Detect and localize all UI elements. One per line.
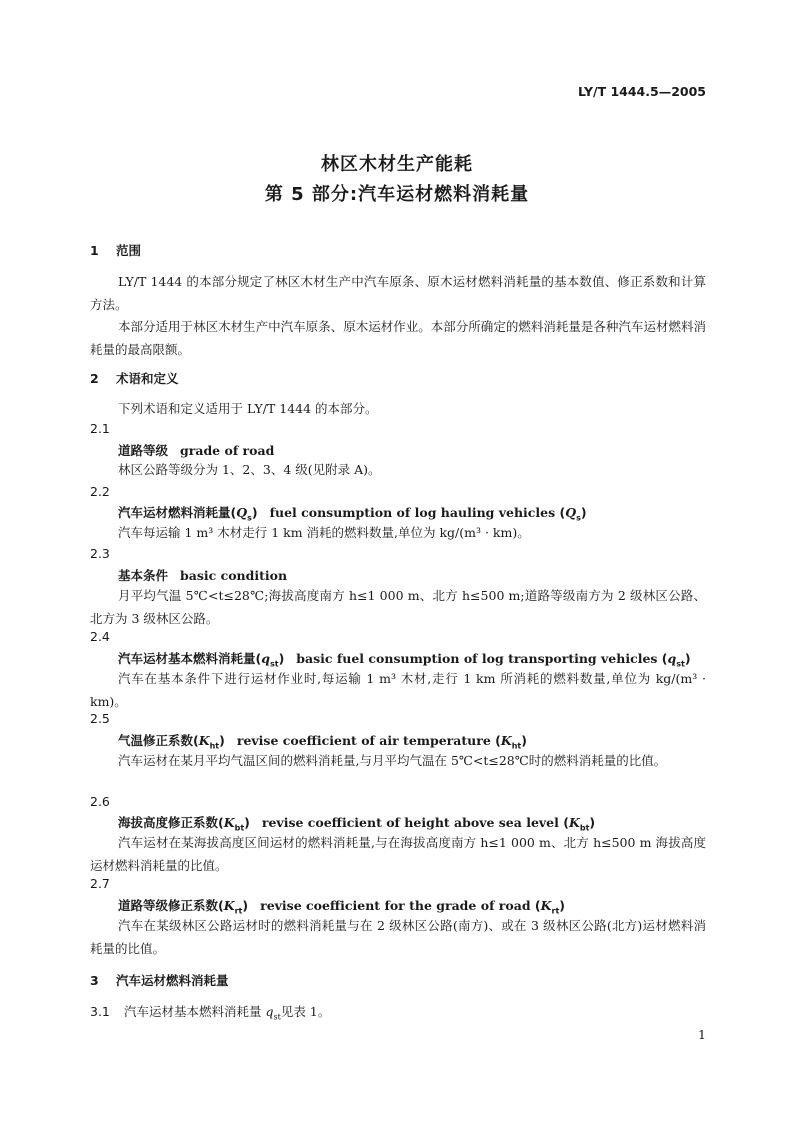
term-symbol-subscript: ht [209, 741, 220, 751]
term-cn: 道路等级修正系数 [118, 898, 219, 913]
term-definition: 林区公路等级分为 1、2、3、4 级(见附录 A)。 [118, 462, 381, 477]
clause-number: 2.5 [90, 711, 110, 726]
scope-paragraph-2: 本部分适用于林区木材生产中汽车原条、原木运材作业。本部分所确定的燃料消耗量是各种汽车运材燃料消耗量的最高限额。 [90, 319, 706, 357]
section-1-heading [90, 241, 141, 259]
term-symbol: q [667, 651, 677, 666]
term-definition: 月平均气温 5℃<t≤28℃;海拔高度南方 h≤1 000 m、北方 h≤500 m;道路等级南方为 2 级林区公路、北方为 3 级林区公路。 [90, 588, 706, 626]
section-2-heading [90, 369, 179, 387]
section-number: 1 [90, 243, 99, 258]
section-title: 汽车运材燃料消耗量 [116, 973, 229, 988]
term-symbol-subscript: st [676, 659, 685, 669]
term-definition: 汽车每运输 1 m³ 木材走行 1 km 消耗的燃料数量,单位为 kg/(m³ · km)。 [118, 525, 530, 540]
section-title: 范围 [116, 243, 142, 258]
term-symbol: K [223, 898, 235, 913]
clause-text: 见表 1。 [280, 1004, 331, 1019]
term-cn: 基本条件 [118, 568, 169, 583]
section-title: 术语和定义 [116, 371, 179, 386]
term-definition: 汽车运材在某海拔高度区间运材的燃料消耗量,与在海拔高度南方 h≤1 000 m、北方 h≤500 m 海拔高度运材燃料消耗量的比值。 [90, 835, 706, 873]
scope-paragraph-1: LY/T 1444 的本部分规定了林区木材生产中汽车原条、原木运材燃料消耗量的基本数值、修正系数和计算方法。 [90, 274, 706, 312]
term-en: revise coefficient of air temperature [236, 733, 491, 748]
section-3-heading [90, 971, 229, 989]
term-cn: 汽车运材基本燃料消耗量 [118, 651, 256, 666]
section-number: 2 [90, 371, 99, 386]
term-symbol: K [540, 898, 552, 913]
term-en: revise coefficient of height above sea level [261, 815, 559, 830]
terms-intro: 下列术语和定义适用于 LY/T 1444 的本部分。 [118, 401, 378, 416]
term-symbol-subscript: st [269, 659, 279, 669]
term-height-coefficient: 海拔高度修正系数$(K_{bt})$ revise coefficient of height above sea level $(K_{bt})$ [118, 815, 596, 833]
term-cn: 海拔高度修正系数 [118, 815, 219, 830]
clause-number: 2.1 [90, 421, 110, 436]
title-line-1: 林区木材生产能耗 [321, 154, 473, 175]
term-grade-of-road [118, 441, 274, 459]
clause-3-1 [90, 1002, 330, 1022]
page-number: 1 [698, 1027, 706, 1042]
term-symbol: Q [236, 505, 248, 520]
clause-number: 2.2 [90, 484, 110, 499]
term-symbol: K [223, 815, 235, 830]
term-cn: 气温修正系数 [118, 733, 194, 748]
clause-number: 3.1 [90, 1004, 110, 1019]
term-symbol-subscript: s [247, 513, 252, 523]
term-definition: 汽车在基本条件下进行运材作业时,每运输 1 m³ 木材,走行 1 km 所消耗的燃料数量,单位为 kg/(m³ · km)。 [90, 671, 706, 709]
clause-number: 2.6 [90, 794, 110, 809]
term-basic-fuel-consumption: 汽车运材基本燃料消耗量$(q_{st})$ basic fuel consumption of log transporting vehicles $(q_{st})$ [118, 651, 691, 669]
term-symbol: K [568, 815, 580, 830]
term-symbol: Q [565, 505, 577, 520]
term-symbol: q [261, 651, 270, 666]
section-number: 3 [90, 973, 99, 988]
term-basic-condition [118, 566, 287, 584]
term-road-grade-coefficient: 道路等级修正系数$(K_{rt})$ revise coefficient for the grade of road $(K_{rt})$ [118, 898, 566, 916]
term-en: basic fuel consumption of log transporting vehicles [296, 651, 658, 666]
term-symbol-subscript: rt [234, 906, 243, 916]
term-air-temperature-coefficient: 气温修正系数$(K_{ht})$ revise coefficient of air temperature $(K_{ht})$ [118, 733, 527, 751]
title-line-2: 第 5 部分:汽车运材燃料消耗量 [264, 184, 530, 205]
term-en: revise coefficient for the grade of road [260, 898, 531, 913]
term-en: basic condition [180, 568, 288, 583]
term-cn: 汽车运材燃料消耗量 [118, 505, 231, 520]
clause-number: 2.7 [90, 876, 110, 891]
term-fuel-consumption: 汽车运材燃料消耗量$(Q_s)$ fuel consumption of log hauling vehicles $(Q_s)$ [118, 505, 587, 523]
standard-code: LY/T 1444.5—2005 [577, 84, 706, 99]
clause-symbol-subscript: st [273, 1012, 281, 1022]
term-symbol-subscript: bt [579, 823, 590, 833]
term-symbol-subscript: rt [551, 906, 560, 916]
term-symbol-subscript: s [576, 513, 581, 523]
term-definition: 汽车运材在某月平均气温区间的燃料消耗量,与月平均气温在 5℃<t≤28℃时的燃料消耗量的比值。 [118, 753, 667, 768]
term-en: fuel consumption of log hauling vehicles [269, 505, 556, 520]
term-symbol: K [500, 733, 512, 748]
clause-number: 2.4 [90, 629, 110, 644]
term-definition: 汽车在某级林区公路运材时的燃料消耗量与在 2 级林区公路(南方)、或在 3 级林区公路(北方)运材燃料消耗量的比值。 [90, 918, 706, 956]
term-cn: 道路等级 [118, 443, 169, 458]
clause-number: 2.3 [90, 546, 110, 561]
clause-symbol: q [265, 1004, 274, 1019]
clause-text: 汽车运材基本燃料消耗量 [124, 1004, 266, 1019]
term-symbol-subscript: ht [511, 741, 522, 751]
term-symbol: K [198, 733, 210, 748]
term-symbol-subscript: bt [234, 823, 245, 833]
term-en: grade of road [180, 443, 275, 458]
